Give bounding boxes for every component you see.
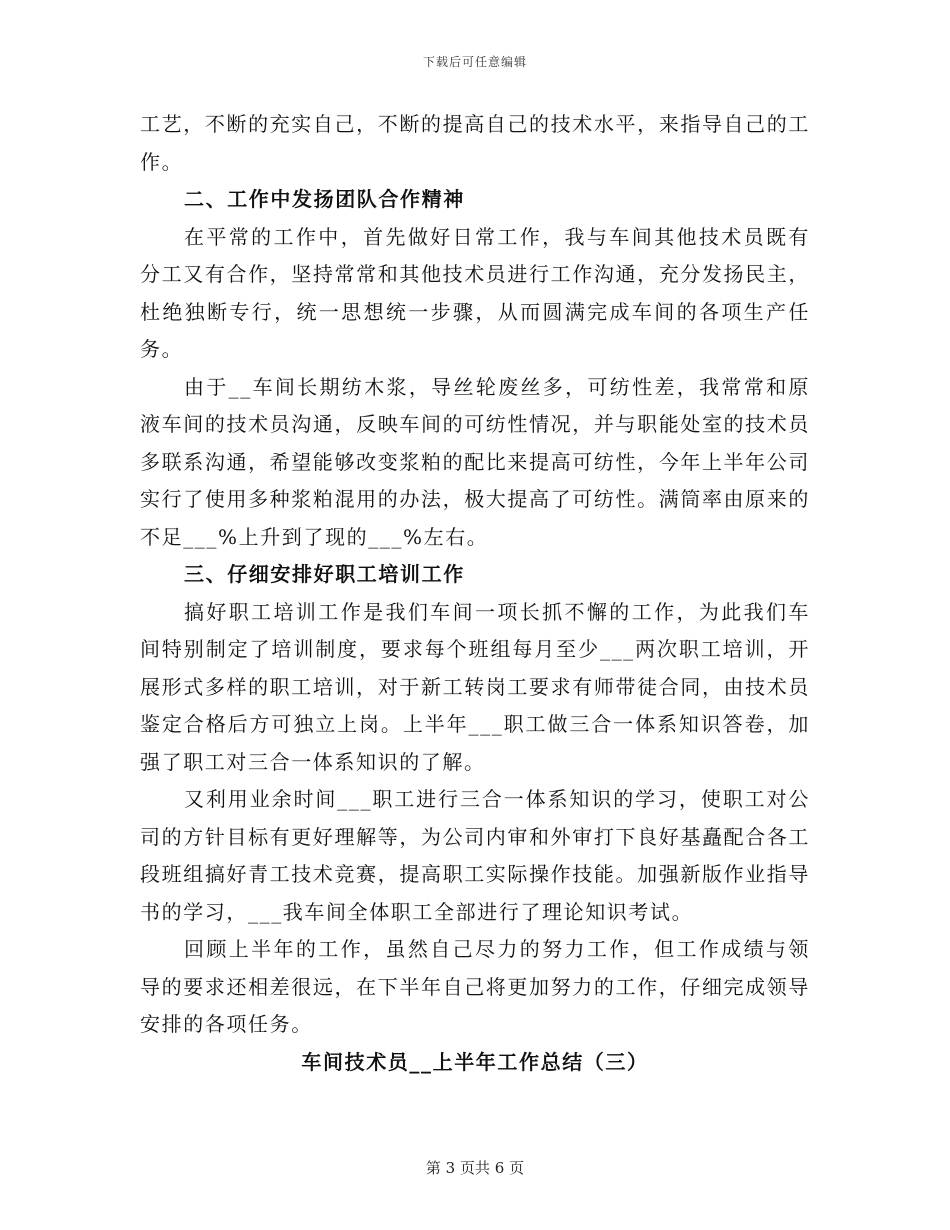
paragraph-teamwork: 在平常的工作中，首先做好日常工作，我与车间其他技术员既有分工又有合作，坚持常常和其他技术员进行工作沟通，充分发扬民主，杜绝独断专行，统一思想统一步骤，从而圆满完成车间的各项生产任务。 [140,224,810,361]
page-number: 第 3 页共 6 页 [425,1159,525,1177]
paragraph-spinnability: 由于__车间长期纺木浆，导丝轮废丝多，可纺性差，我常常和原液车间的技术员沟通，反映车间的可纺性情况，并与职能处室的技术员多联系沟通，希望能够改变浆粕的配比来提高可纺性，今年上半年公司实行了使用多种浆粕混用的办法，极大提高了可纺性。满筒率由原来的不足___%上升到了现的___%左右。 [140,374,810,549]
paragraph-review: 回顾上半年的工作，虽然自己尽力的努力工作，但工作成绩与领导的要求还相差很远，在下半年自己将更加努力的工作，仔细完成领导安排的各项任务。 [140,937,810,1036]
paragraph-continuation: 工艺，不断的充实自己，不断的提高自己的技术水平，来指导自己的工作。 [140,112,810,174]
paragraph-study: 又利用业余时间___职工进行三合一体系知识的学习，使职工对公司的方针目标有更好理解等，为公司内审和外审打下良好基矗配合各工段班组搞好青工技术竞赛，提高职工实际操作技能。加强新版作业指导书的学习，___我车间全体职工全部进行了理论知识考试。 [140,787,810,924]
next-document-title: 车间技术员__上半年工作总结（三） [301,1049,649,1074]
page-header: 下载后可任意编辑 [422,55,527,69]
document-body [140,106,810,1081]
section-heading-2: 二、工作中发扬团队合作精神 [184,187,465,211]
paragraph-training: 搞好职工培训工作是我们车间一项长抓不懈的工作，为此我们车间特别制定了培训制度，要求每个班组每月至少___两次职工培训，开展形式多样的职工培训，对于新工转岗工要求有师带徒合同，由技术员鉴定合格后方可独立上岗。上半年___职工做三合一体系知识答卷，加强了职工对三合一体系知识的了解。 [140,599,810,774]
section-heading-3: 三、仔细安排好职工培训工作 [184,562,465,586]
